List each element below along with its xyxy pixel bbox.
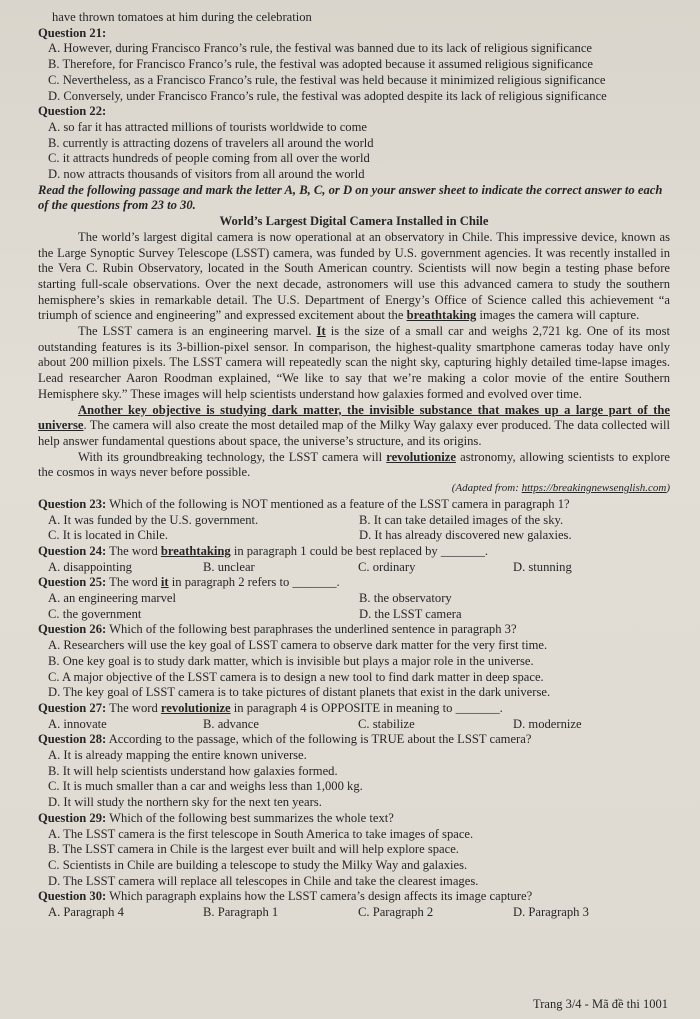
paragraph-1-text-b: images the camera will capture.	[476, 308, 640, 323]
q24-stem-a: The word	[106, 543, 161, 558]
question-26-title: Question 26:	[38, 622, 107, 637]
paragraph-4	[38, 450, 670, 481]
q23-option-d[interactable]: D. It has already discovered new galaxies.	[359, 528, 572, 543]
question-27	[38, 701, 670, 732]
paragraph-4-text-a: With its groundbreaking technology, the LSST camera will	[78, 449, 387, 464]
paragraph-2-text-a: The LSST camera is an engineering marvel.	[78, 324, 317, 339]
q27-option-b[interactable]: B. advance	[203, 716, 259, 731]
q25-stem-word: it	[160, 575, 169, 590]
q27-stem-b: in paragraph 4 is OPPOSITE in meaning to _______.	[230, 700, 503, 715]
q29-option-d[interactable]: D. The LSST camera will replace all telescopes in Chile and take the clearest images.	[48, 873, 479, 888]
question-27-title: Question 27:	[38, 700, 107, 715]
question-30-title: Question 30:	[38, 889, 107, 904]
paragraph-3-text-b: . The camera will also create the most detailed map of the Milky Way galaxy ever produced. The data collected will help answer fundamental questions about space, the universe’s structure, and its origins.	[38, 418, 670, 448]
q29-stem	[38, 811, 670, 827]
q24-option-b[interactable]: B. unclear	[203, 559, 255, 574]
q25-option-a[interactable]: A. an engineering marvel	[48, 591, 176, 606]
q23-option-b[interactable]: B. It can take detailed images of the sky.	[359, 512, 564, 527]
q22-option-b[interactable]: B. currently is attracting dozens of travelers all around the world	[48, 135, 374, 150]
q29-option-c[interactable]: C. Scientists in Chile are building a telescope to study the Milky Way and galaxies.	[48, 857, 468, 872]
q30-option-c[interactable]: C. Paragraph 2	[358, 905, 434, 920]
q27-stem-word: revolutionize	[160, 700, 231, 715]
q28-option-a[interactable]: A. It is already mapping the entire known universe.	[48, 748, 307, 763]
q29-option-b[interactable]: B. The LSST camera in Chile is the largest ever built and will help explore space.	[48, 842, 459, 857]
q28-option-c[interactable]: C. It is much smaller than a car and weighs less than 1,000 kg.	[48, 779, 363, 794]
q30-option-b[interactable]: B. Paragraph 1	[203, 905, 279, 920]
q26-option-c[interactable]: C. A major objective of the LSST camera is to design a new tool to find dark matter in deep space.	[48, 669, 544, 684]
question-29-title: Question 29:	[38, 810, 107, 825]
q30-option-d[interactable]: D. Paragraph 3	[513, 905, 589, 920]
q26-stem	[38, 622, 670, 638]
question-30	[38, 889, 670, 920]
q27-stem-a: The word	[106, 700, 161, 715]
q30-stem	[38, 889, 670, 905]
q27-option-c[interactable]: C. stabilize	[358, 716, 415, 731]
source-link[interactable]: https://breakingnewsenglish.com	[521, 482, 667, 495]
paragraph-1	[38, 230, 670, 324]
q26-option-d[interactable]: D. The key goal of LSST camera is to take pictures of distant planets that exist in the dark universe.	[48, 685, 551, 700]
page-footer: Trang 3/4 - Mã đề thi 1001	[533, 997, 668, 1012]
question-23-title: Question 23:	[38, 496, 107, 511]
q25-stem-b: in paragraph 2 refers to _______.	[168, 575, 340, 590]
paragraph-2	[38, 324, 670, 403]
q28-option-d[interactable]: D. It will study the northern sky for the next ten years.	[48, 795, 322, 810]
q25-stem	[38, 575, 670, 591]
q21-option-b[interactable]: B. Therefore, for Francisco Franco’s rule, the festival was adopted because it assumed religious significance	[48, 57, 593, 72]
paragraph-1-text-a: The world’s largest digital camera is now operational at an observatory in Chile. This impressive device, known as the Large Synoptic Survey Telescope (LSST) camera, was funded by U.S. government agencies. It was recently installed in the Vera C. Rubin Observatory, located in the South American country. Scientists will now begin a testing phase before starting full-scale observations. Over the next decade, astronomers will use this advanced camera to study the southern hemisphere’s skies in remarkable detail. The U.S. Department of Energy’s Office of Science called this achievement “a triumph of science and engineering” and expressed excitement about the	[38, 229, 670, 323]
question-22-title: Question 22:	[38, 104, 107, 119]
q22-option-d[interactable]: D. now attracts thousands of visitors from all around the world	[48, 167, 365, 182]
q28-stem	[38, 732, 670, 748]
paragraph-4-text-b: astronomy, allowing scientists to explore the cosmos in ways never before possible.	[38, 449, 670, 480]
article-title: World’s Largest Digital Camera Installed in Chile	[219, 214, 489, 229]
article-source	[38, 481, 670, 497]
q21-option-d[interactable]: D. Conversely, under Francisco Franco’s rule, the festival was adopted despite its lack of religious significance	[48, 88, 607, 103]
question-28	[38, 732, 670, 811]
question-21-title: Question 21:	[38, 25, 107, 40]
q23-stem	[38, 497, 670, 513]
q30-stem-text: Which paragraph explains how the LSST camera’s design affects its image capture?	[106, 889, 533, 904]
paragraph-2-text-b: is the size of a small car and weighs 2,721 kg. One of its most outstanding features is its 3-billion-pixel sensor. In comparison, the highest-quality smartphone cameras today have only about 200 million pixels. The LSST camera will repeatedly scan the night sky, capturing highly detailed time-lapse images. Lead researcher Aaron Roodman explained, “We like to say that we’re making a color movie of the entire Southern Hemisphere sky.” These images will help scientists understand how galaxies formed and evolved over time.	[38, 324, 670, 401]
q24-option-d[interactable]: D. stunning	[513, 559, 572, 574]
q23-option-c[interactable]: C. It is located in Chile.	[48, 528, 168, 543]
q23-stem-text: Which of the following is NOT mentioned as a feature of the LSST camera in paragraph 1?	[106, 496, 570, 511]
question-25	[38, 575, 670, 622]
q23-option-a[interactable]: A. It was funded by the U.S. government.	[48, 512, 259, 527]
question-21	[38, 26, 670, 105]
q25-stem-a: The word	[106, 575, 161, 590]
reading-passage	[38, 214, 670, 497]
word-breathtaking: breathtaking	[406, 308, 477, 323]
question-25-title: Question 25:	[38, 575, 107, 590]
reading-instruction: Read the following passage and mark the letter A, B, C, or D on your answer sheet to indicate the correct answer to each of the questions from 23 to 30.	[38, 182, 663, 213]
question-22	[38, 104, 670, 183]
question-24-title: Question 24:	[38, 543, 107, 558]
q26-option-b[interactable]: B. One key goal is to study dark matter, which is invisible but plays a major role in the universe.	[48, 653, 534, 668]
question-26	[38, 622, 670, 701]
question-23	[38, 497, 670, 544]
q24-option-c[interactable]: C. ordinary	[358, 559, 416, 574]
source-suffix: )	[666, 482, 670, 495]
question-29	[38, 811, 670, 890]
word-it: It	[316, 324, 326, 339]
q21-option-a[interactable]: A. However, during Francisco Franco’s rule, the festival was banned due to its lack of religious significance	[48, 41, 593, 56]
q21-option-c[interactable]: C. Nevertheless, as a Francisco Franco’s rule, the festival was held because it minimized religious significance	[48, 72, 606, 87]
question-24	[38, 544, 670, 575]
source-prefix: (Adapted from:	[451, 482, 522, 495]
q29-stem-text: Which of the following best summarizes the whole text?	[106, 810, 394, 825]
q25-option-d[interactable]: D. the LSST camera	[359, 606, 462, 621]
q27-option-d[interactable]: D. modernize	[513, 716, 582, 731]
q22-option-a[interactable]: A. so far it has attracted millions of tourists worldwide to come	[48, 119, 367, 134]
top-line: have thrown tomatoes at him during the celebration	[52, 10, 312, 24]
q28-option-b[interactable]: B. It will help scientists understand how galaxies formed.	[48, 763, 338, 778]
q24-stem	[38, 544, 670, 560]
q27-option-a[interactable]: A. innovate	[48, 716, 107, 731]
question-28-title: Question 28:	[38, 732, 107, 747]
q28-stem-text: According to the passage, which of the following is TRUE about the LSST camera?	[106, 732, 532, 747]
q25-option-c[interactable]: C. the government	[48, 606, 142, 621]
q24-stem-word: breathtaking	[160, 543, 231, 558]
q26-option-a[interactable]: A. Researchers will use the key goal of LSST camera to observe dark matter for the very first time.	[48, 638, 548, 653]
q26-stem-text: Which of the following best paraphrases the underlined sentence in paragraph 3?	[106, 622, 517, 637]
q24-stem-b: in paragraph 1 could be best replaced by _______.	[230, 543, 489, 558]
q30-option-a[interactable]: A. Paragraph 4	[48, 905, 124, 920]
word-revolutionize: revolutionize	[386, 449, 456, 464]
q25-option-b[interactable]: B. the observatory	[359, 591, 452, 606]
q22-option-c[interactable]: C. it attracts hundreds of people coming from all over the world	[48, 151, 370, 166]
q27-stem	[38, 701, 670, 717]
underlined-sentence: Another key objective is studying dark matter, the invisible substance that makes up a large part of the universe	[38, 402, 670, 433]
paragraph-3	[38, 403, 670, 450]
q24-option-a[interactable]: A. disappointing	[48, 559, 132, 574]
q29-option-a[interactable]: A. The LSST camera is the first telescope in South America to take images of space.	[48, 826, 474, 841]
